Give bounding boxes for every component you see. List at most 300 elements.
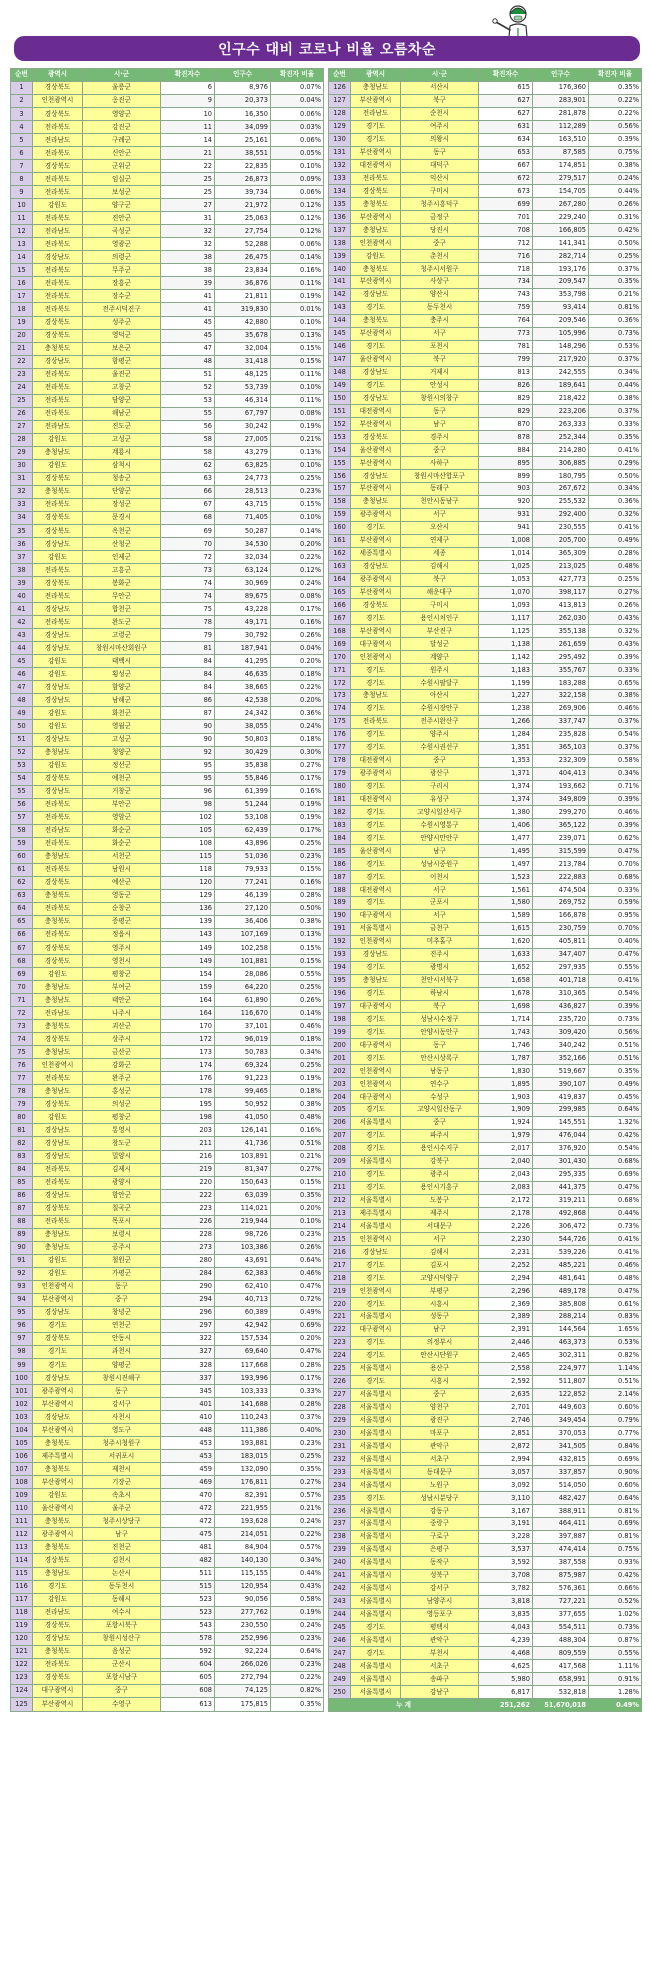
cases-cell: 2,294 [479, 1272, 533, 1285]
ratio-cell: 0.24% [271, 1515, 324, 1528]
district-cell: 서구 [401, 909, 479, 922]
cases-cell: 2,558 [479, 1362, 533, 1375]
rank-cell: 121 [11, 1645, 33, 1658]
cases-cell: 878 [479, 431, 533, 444]
ratio-cell: 0.61% [589, 1298, 642, 1311]
ratio-cell: 0.17% [271, 1372, 324, 1385]
population-cell: 377,655 [533, 1608, 589, 1621]
cases-cell: 14 [161, 134, 215, 147]
ratio-cell: 0.55% [271, 968, 324, 981]
cases-cell: 472 [161, 1515, 215, 1528]
district-cell: 김제시 [83, 1163, 161, 1176]
population-cell: 267,672 [533, 483, 589, 496]
ratio-cell: 0.35% [589, 1065, 642, 1078]
table-row [11, 1332, 324, 1345]
rank-cell: 3 [11, 108, 33, 121]
district-cell: 강북구 [401, 1155, 479, 1168]
province-cell: 제주특별시 [351, 1207, 401, 1220]
ratio-cell: 0.47% [589, 1285, 642, 1298]
population-cell: 39,734 [215, 186, 271, 199]
ratio-cell: 0.47% [271, 1345, 324, 1358]
population-cell: 385,808 [533, 1298, 589, 1311]
cases-cell: 84 [161, 681, 215, 694]
rank-cell: 108 [11, 1476, 33, 1489]
population-cell: 481,641 [533, 1272, 589, 1285]
district-cell: 남구 [401, 845, 479, 858]
cases-cell: 2,592 [479, 1375, 533, 1388]
table-row [11, 264, 324, 277]
table-row [329, 1039, 642, 1052]
cases-cell: 27 [161, 199, 215, 212]
ratio-cell: 0.24% [589, 172, 642, 185]
district-cell: 중구 [401, 237, 479, 250]
district-cell: 청주시서원구 [401, 263, 479, 276]
population-cell: 235,720 [533, 1013, 589, 1026]
province-cell: 부산광역시 [351, 276, 401, 289]
province-cell: 강원도 [33, 707, 83, 720]
population-cell: 62,383 [215, 1267, 271, 1280]
cases-cell: 53 [161, 394, 215, 407]
rank-cell: 158 [329, 495, 351, 508]
table-row [11, 577, 324, 590]
table-row [11, 121, 324, 134]
ratio-cell: 0.20% [271, 655, 324, 668]
province-cell: 충청남도 [33, 981, 83, 994]
population-cell: 148,296 [533, 340, 589, 353]
district-cell: 강서구 [401, 1582, 479, 1595]
cases-cell: 47 [161, 342, 215, 355]
population-cell: 30,969 [215, 577, 271, 590]
table-row [11, 1280, 324, 1293]
cases-cell: 3,191 [479, 1518, 533, 1531]
table-row [329, 1673, 642, 1686]
province-cell: 광주광역시 [351, 508, 401, 521]
population-cell: 41,050 [215, 1111, 271, 1124]
ratio-cell: 0.81% [589, 1505, 642, 1518]
population-cell: 105,996 [533, 327, 589, 340]
ratio-cell: 0.25% [271, 1450, 324, 1463]
population-cell: 205,700 [533, 534, 589, 547]
table-row [329, 664, 642, 677]
ratio-cell: 0.20% [271, 694, 324, 707]
population-cell: 229,240 [533, 211, 589, 224]
district-cell: 시흥시 [401, 1375, 479, 1388]
province-cell: 경상남도 [351, 560, 401, 573]
province-cell: 서울특별시 [351, 1686, 401, 1699]
rank-cell: 149 [329, 379, 351, 392]
cases-cell: 290 [161, 1280, 215, 1293]
rank-cell: 112 [11, 1528, 33, 1541]
province-cell: 경기도 [351, 612, 401, 625]
table-row [329, 1595, 642, 1608]
district-cell: 달성군 [401, 638, 479, 651]
district-cell: 창녕군 [83, 1306, 161, 1319]
ratio-cell: 0.15% [271, 498, 324, 511]
district-cell: 성남시중원구 [401, 858, 479, 871]
rank-cell: 137 [329, 224, 351, 237]
ratio-cell: 0.06% [271, 186, 324, 199]
province-cell: 경상남도 [33, 355, 83, 368]
district-cell: 부안군 [83, 798, 161, 811]
header-cases: 확진자수 [479, 69, 533, 82]
district-cell: 영덕군 [83, 329, 161, 342]
table-row [329, 806, 642, 819]
population-cell: 292,400 [533, 508, 589, 521]
province-cell: 경상북도 [33, 1619, 83, 1632]
rank-cell: 230 [329, 1427, 351, 1440]
table-row [11, 433, 324, 446]
province-cell: 서울특별시 [351, 1194, 401, 1207]
rank-cell: 52 [11, 746, 33, 759]
province-cell: 부산광역시 [33, 1476, 83, 1489]
province-cell: 강원도 [33, 1489, 83, 1502]
district-cell: 남구 [83, 1528, 161, 1541]
ratio-cell: 0.23% [271, 1632, 324, 1645]
population-cell: 51,244 [215, 798, 271, 811]
district-cell: 중구 [401, 444, 479, 457]
province-cell: 전라북도 [33, 147, 83, 160]
rank-cell: 58 [11, 824, 33, 837]
district-cell: 경주시 [401, 431, 479, 444]
province-cell: 경상남도 [33, 629, 83, 642]
cases-cell: 6 [161, 81, 215, 94]
population-cell: 413,813 [533, 599, 589, 612]
district-cell: 진주시 [401, 948, 479, 961]
table-row [329, 922, 642, 935]
rank-cell: 70 [11, 981, 33, 994]
district-cell: 용산구 [401, 1362, 479, 1375]
rank-cell: 223 [329, 1336, 351, 1349]
population-cell: 349,454 [533, 1414, 589, 1427]
population-cell: 482,427 [533, 1492, 589, 1505]
ratio-cell: 0.41% [589, 1233, 642, 1246]
cases-cell: 2,701 [479, 1401, 533, 1414]
province-cell: 전라북도 [351, 715, 401, 728]
district-cell: 태안군 [83, 994, 161, 1007]
table-row [329, 677, 642, 690]
rank-cell: 246 [329, 1634, 351, 1647]
province-cell: 강원도 [33, 720, 83, 733]
ratio-cell: 0.82% [589, 1349, 642, 1362]
ratio-cell: 0.16% [271, 264, 324, 277]
ratio-cell: 0.79% [589, 1414, 642, 1427]
rank-cell: 160 [329, 521, 351, 534]
province-cell: 경기도 [351, 1168, 401, 1181]
district-cell: 평창군 [83, 968, 161, 981]
table-row [329, 1647, 642, 1660]
cases-cell: 1,561 [479, 884, 533, 897]
population-cell: 46,635 [215, 668, 271, 681]
province-cell: 경기도 [351, 858, 401, 871]
ratio-cell: 0.26% [271, 994, 324, 1007]
population-cell: 63,039 [215, 1189, 271, 1202]
district-cell: 서초구 [401, 1453, 479, 1466]
population-cell: 144,564 [533, 1323, 589, 1336]
province-cell: 전라북도 [33, 368, 83, 381]
table-row [329, 1220, 642, 1233]
population-cell: 230,550 [215, 1619, 271, 1632]
district-cell: 신안군 [83, 147, 161, 160]
rank-cell: 163 [329, 560, 351, 573]
table-row [11, 290, 324, 303]
district-cell: 금천구 [401, 922, 479, 935]
ratio-cell: 0.12% [271, 212, 324, 225]
province-cell: 경기도 [351, 1298, 401, 1311]
rank-cell: 98 [11, 1345, 33, 1358]
population-cell: 176,811 [215, 1476, 271, 1489]
population-cell: 658,991 [533, 1673, 589, 1686]
ratio-cell: 0.23% [271, 1658, 324, 1671]
province-cell: 경상남도 [351, 470, 401, 483]
province-cell: 경상남도 [351, 948, 401, 961]
table-row [329, 1621, 642, 1634]
table-row [329, 1608, 642, 1621]
rank-cell: 29 [11, 446, 33, 459]
ratio-cell: 0.34% [271, 1554, 324, 1567]
district-cell: 영양군 [83, 108, 161, 121]
cases-cell: 273 [161, 1241, 215, 1254]
cases-cell: 2,389 [479, 1311, 533, 1324]
population-cell: 98,726 [215, 1228, 271, 1241]
district-cell: 고성군 [83, 433, 161, 446]
rank-cell: 205 [329, 1104, 351, 1117]
population-cell: 301,430 [533, 1155, 589, 1168]
province-cell: 경상북도 [33, 472, 83, 485]
ratio-cell: 1.02% [589, 1608, 642, 1621]
cases-cell: 72 [161, 551, 215, 564]
population-cell: 419,837 [533, 1091, 589, 1104]
table-row [11, 759, 324, 772]
ratio-cell: 0.10% [271, 316, 324, 329]
population-cell: 63,124 [215, 564, 271, 577]
cases-cell: 2,172 [479, 1194, 533, 1207]
rank-cell: 22 [11, 355, 33, 368]
district-cell: 울릉군 [83, 81, 161, 94]
rank-cell: 106 [11, 1450, 33, 1463]
rank-cell: 14 [11, 251, 33, 264]
rank-cell: 71 [11, 994, 33, 1007]
province-cell: 부산광역시 [351, 327, 401, 340]
ratio-cell: 0.09% [271, 173, 324, 186]
table-row [11, 1215, 324, 1228]
cases-cell: 459 [161, 1463, 215, 1476]
ratio-cell: 0.27% [271, 1163, 324, 1176]
table-row [11, 889, 324, 902]
table-row [11, 694, 324, 707]
cases-cell: 328 [161, 1359, 215, 1372]
population-cell: 875,987 [533, 1569, 589, 1582]
table-row [329, 690, 642, 703]
district-cell: 전주시완산구 [401, 715, 479, 728]
table-row [11, 134, 324, 147]
province-cell: 경상북도 [351, 185, 401, 198]
ratio-cell: 0.10% [271, 160, 324, 173]
province-cell: 인천광역시 [351, 651, 401, 664]
district-cell: 용인시수지구 [401, 1142, 479, 1155]
province-cell: 대전광역시 [351, 884, 401, 897]
population-cell: 107,169 [215, 928, 271, 941]
rank-cell: 242 [329, 1582, 351, 1595]
district-cell: 시흥시 [401, 1298, 479, 1311]
cases-cell: 296 [161, 1306, 215, 1319]
district-cell: 천안시서북구 [401, 974, 479, 987]
population-cell: 35,678 [215, 329, 271, 342]
province-cell: 경기도 [351, 1259, 401, 1272]
province-cell: 전라북도 [33, 303, 83, 316]
total-row [329, 1699, 642, 1712]
province-cell: 경상북도 [33, 108, 83, 121]
district-cell: 수성구 [401, 1091, 479, 1104]
cases-cell: 81 [161, 642, 215, 655]
cases-cell: 920 [479, 495, 533, 508]
province-cell: 경기도 [351, 1013, 401, 1026]
ratio-cell: 0.23% [271, 485, 324, 498]
rank-cell: 181 [329, 793, 351, 806]
table-row [329, 353, 642, 366]
population-cell: 288,214 [533, 1311, 589, 1324]
province-cell: 부산광역시 [351, 534, 401, 547]
population-cell: 61,399 [215, 785, 271, 798]
district-cell: 안산시상록구 [401, 1052, 479, 1065]
cases-cell: 4,625 [479, 1660, 533, 1673]
cases-cell: 667 [479, 159, 533, 172]
rank-cell: 67 [11, 942, 33, 955]
cases-cell: 3,835 [479, 1608, 533, 1621]
ratio-cell: 0.40% [271, 1424, 324, 1437]
population-cell: 32,034 [215, 551, 271, 564]
cases-cell: 164 [161, 994, 215, 1007]
ratio-cell: 1.28% [589, 1686, 642, 1699]
table-row [11, 1046, 324, 1059]
rank-cell: 9 [11, 186, 33, 199]
population-cell: 269,752 [533, 897, 589, 910]
population-cell: 38,055 [215, 720, 271, 733]
district-cell: 완도군 [83, 616, 161, 629]
cases-cell: 826 [479, 379, 533, 392]
table-row [329, 1375, 642, 1388]
district-cell: 화순군 [83, 837, 161, 850]
ratio-cell: 0.54% [589, 987, 642, 1000]
province-cell: 부산광역시 [351, 94, 401, 107]
table-row [11, 1489, 324, 1502]
table-row [11, 1007, 324, 1020]
ratio-cell: 0.32% [589, 508, 642, 521]
province-cell: 경기도 [351, 1349, 401, 1362]
rank-cell: 74 [11, 1033, 33, 1046]
province-cell: 대구광역시 [351, 1323, 401, 1336]
cases-cell: 63 [161, 472, 215, 485]
table-row [329, 301, 642, 314]
population-cell: 302,311 [533, 1349, 589, 1362]
ratio-cell: 0.46% [589, 702, 642, 715]
table-row [329, 94, 642, 107]
district-cell: 관악구 [401, 1634, 479, 1647]
rank-cell: 15 [11, 264, 33, 277]
district-cell: 구로구 [401, 1530, 479, 1543]
population-cell: 341,505 [533, 1440, 589, 1453]
population-cell: 102,258 [215, 942, 271, 955]
district-cell: 부여군 [83, 981, 161, 994]
province-cell: 경상북도 [33, 1332, 83, 1345]
population-cell: 272,794 [215, 1671, 271, 1684]
ratio-cell: 0.19% [271, 798, 324, 811]
table-row [329, 224, 642, 237]
population-cell: 193,996 [215, 1372, 271, 1385]
province-cell: 대구광역시 [351, 638, 401, 651]
table-row [11, 707, 324, 720]
rank-cell: 21 [11, 342, 33, 355]
province-cell: 서울특별시 [351, 1673, 401, 1686]
population-cell: 112,289 [533, 120, 589, 133]
table-row [11, 173, 324, 186]
population-cell: 224,977 [533, 1362, 589, 1375]
district-cell: 김포시 [401, 1259, 479, 1272]
header-rank: 순번 [329, 69, 351, 82]
rank-cell: 231 [329, 1440, 351, 1453]
rank-cell: 44 [11, 642, 33, 655]
population-cell: 50,803 [215, 733, 271, 746]
cases-cell: 895 [479, 457, 533, 470]
table-row [11, 81, 324, 94]
province-cell: 경상북도 [33, 1671, 83, 1684]
province-cell: 전라북도 [33, 798, 83, 811]
district-cell: 장흥군 [83, 277, 161, 290]
population-cell: 150,643 [215, 1176, 271, 1189]
rank-cell: 111 [11, 1515, 33, 1528]
table-row [11, 655, 324, 668]
population-cell: 51,036 [215, 850, 271, 863]
province-cell: 경상남도 [351, 392, 401, 405]
ratio-cell: 0.24% [271, 720, 324, 733]
header-population: 인구수 [533, 69, 589, 82]
population-cell: 217,920 [533, 353, 589, 366]
rank-cell: 237 [329, 1518, 351, 1531]
district-cell: 연천군 [83, 1319, 161, 1332]
rank-cell: 234 [329, 1479, 351, 1492]
rank-cell: 174 [329, 702, 351, 715]
ratio-cell: 0.87% [589, 1634, 642, 1647]
rank-cell: 32 [11, 485, 33, 498]
cases-cell: 3,228 [479, 1530, 533, 1543]
cases-cell: 280 [161, 1254, 215, 1267]
table-row [329, 547, 642, 560]
population-cell: 388,911 [533, 1505, 589, 1518]
rank-cell: 134 [329, 185, 351, 198]
province-cell: 부산광역시 [351, 483, 401, 496]
ratio-cell: 0.11% [271, 394, 324, 407]
rank-cell: 84 [11, 1163, 33, 1176]
province-cell: 서울특별시 [351, 1362, 401, 1375]
total-label: 누 계 [329, 1699, 479, 1712]
population-cell: 488,304 [533, 1634, 589, 1647]
table-row [11, 459, 324, 472]
ratio-cell: 0.14% [271, 251, 324, 264]
population-cell: 193,881 [215, 1437, 271, 1450]
ratio-cell: 0.13% [271, 446, 324, 459]
table-row [11, 485, 324, 498]
province-cell: 부산광역시 [351, 418, 401, 431]
table-row [11, 225, 324, 238]
rank-cell: 11 [11, 212, 33, 225]
rank-cell: 113 [11, 1541, 33, 1554]
district-cell: 횡성군 [83, 668, 161, 681]
district-cell: 미추홀구 [401, 935, 479, 948]
rank-cell: 168 [329, 625, 351, 638]
cases-cell: 1,746 [479, 1039, 533, 1052]
rank-cell: 97 [11, 1332, 33, 1345]
header-population: 인구수 [215, 69, 271, 82]
ratio-cell: 0.42% [589, 1569, 642, 1582]
